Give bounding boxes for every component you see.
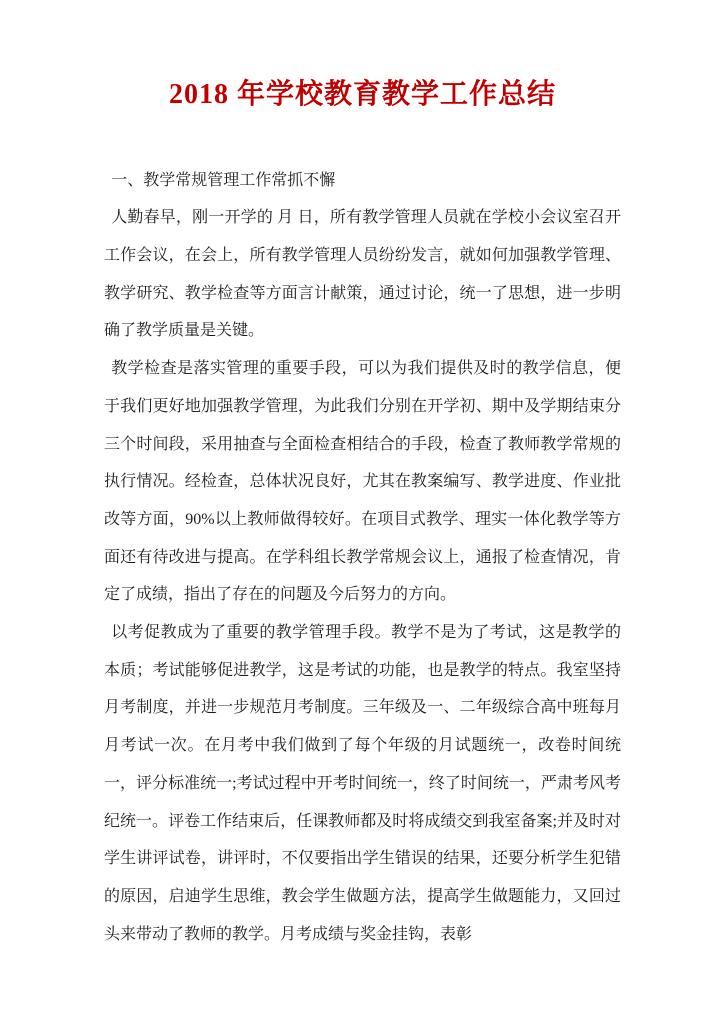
body-paragraph: 人勤春早，刚一开学的 月 日，所有教学管理人员就在学校小会议室召开工作会议，在会上，所有教学管理人员纷纷发言，就如何加强教学管理、教学研究、教学检查等方面言计献策，通过讨论，统一了思想，进一步明确了教学质量是关键。 — [104, 209, 621, 340]
document-body — [104, 162, 621, 954]
body-paragraph: 以考促教成为了重要的教学管理手段。教学不是为了考试，这是教学的本质；考试能够促进教学，这是考试的功能，也是教学的特点。我室坚持月考制度，并进一步规范月考制度。三年级及一、二年级综合高中班每月月考试一次。在月考中我们做到了每个年级的月试题统一，改卷时间统一，评分标准统一;考试过程中开考时间统一，终了时间统一，严肃考风考纪统一。评卷工作结束后，任课教师都及时将成绩交到我室备案;并及时对学生讲评试卷，讲评时，不仅要指出学生错误的结果，还要分析学生犯错的原因，启迪学生思维，教会学生做题方法，提高学生做题能力，又回过头来带动了教师的教学。月考成绩与奖金挂钩，表彰 — [104, 624, 621, 943]
document-title: 2018 年学校教育教学工作总结 — [168, 79, 556, 110]
section-heading: 一、教学常规管理工作常抓不懈 — [111, 171, 336, 189]
body-paragraph: 教学检查是落实管理的重要手段，可以为我们提供及时的教学信息，便于我们更好地加强教学管理，为此我们分别在开学初、期中及学期结束分三个时间段，采用抽查与全面检查相结合的手段，检查了教师教学常规的执行情况。经检查，总体状况良好，尤其在教案编写、教学进度、作业批改等方面，90%以上教师做得较好。在项目式教学、理实一体化教学等方面还有待改进与提高。在学科组长教学常规会议上，通报了检查情况，肯定了成绩，指出了存在的问题及今后努力的方向。 — [104, 360, 621, 604]
